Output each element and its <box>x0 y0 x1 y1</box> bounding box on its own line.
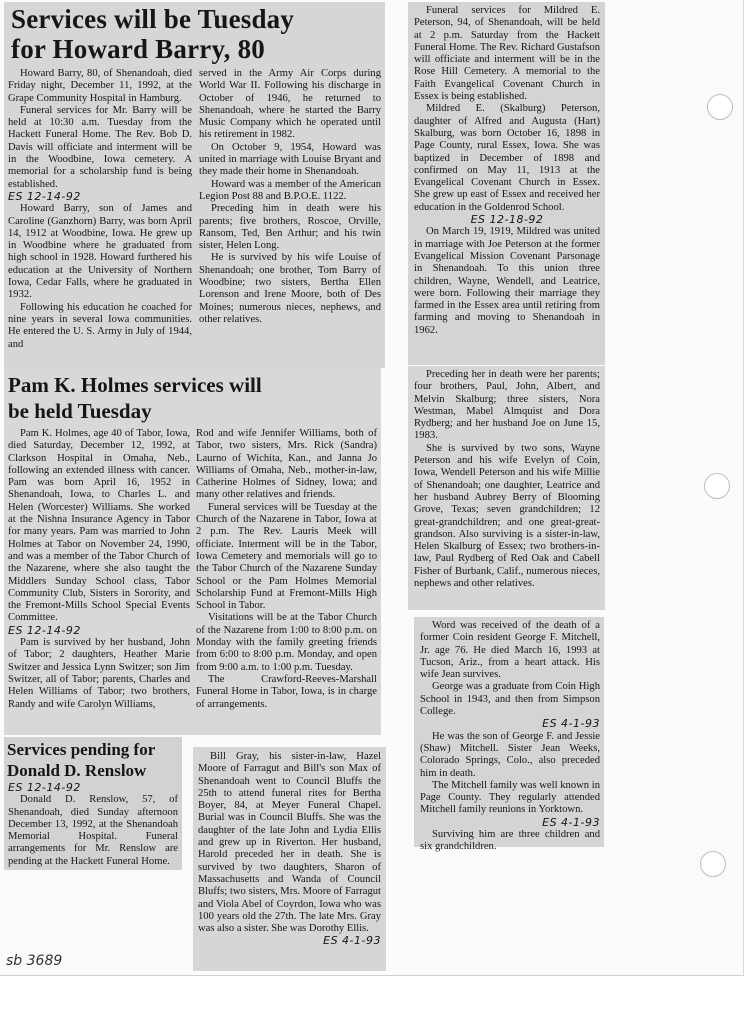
peterson-column-top <box>414 5 600 365</box>
barry-paragraph: Howard Barry, 80, of Shenandoah, died Friday night, December 11, 1992, at the Grape Community Hospital in Hamburg. <box>8 68 192 104</box>
holmes-headline: Pam K. Holmes services will be held Tuesday <box>8 373 262 423</box>
barry-obituary-clipping <box>4 2 385 368</box>
mitchell-date-note: ES 4-1-93 <box>542 815 600 829</box>
barry-paragraph: Howard was a member of the American Legion Post 88 and B.P.O.E. 1122. <box>199 178 381 202</box>
holmes-paragraph: Pam K. Holmes, age 40 of Tabor, Iowa, died Saturday, December 12, 1992, at Clarkson Hospital in Omaha, Neb., following an extended illness with cancer. Pam was born April 16, 1952 in Shenandoah, Iowa, to Charles L. and Helen (Worcester) Williams. She worked at the Nishna Insurance Agency in Tabor for many years. Pam was married to John Holmes at Tabor on November 24, 1990, and was a member of the Tabor Church of the Nazarene, where she also taught the Middlers Sunday School class, Tabor Community Club, Sisters in Sorority, and the Fremont-Mills School Special Events Committee. <box>8 428 190 624</box>
renslow-obituary-clipping <box>4 737 182 870</box>
mitchell-paragraph: He was the son of George F. and Jessie (Shaw) Mitchell. Sister Jean Weeks, Colorado Springs, Colo., also preceded him in death. <box>420 730 600 779</box>
barry-paragraph: On October 9, 1954, Howard was united in marriage with Louise Bryant and they made their home in Shenandoah. <box>199 141 381 178</box>
peterson-date-note: ES 12-18-92 <box>470 213 544 227</box>
barry-date-note: ES 12-14-92 <box>8 189 81 203</box>
renslow-date-note: ES 12-14-92 <box>8 781 81 794</box>
peterson-paragraph: Preceding her in death were her parents; four brothers, Paul, John, Albert, and Melvin Skalburg; three sisters, Nora Westman, Mabel Almquist and Dora Rydberg; and her husband Joe on June 15, 1983. <box>414 369 600 442</box>
barry-headline: Services will be Tuesday for Howard Barry, 80 <box>11 4 295 64</box>
barry-paragraph: Howard Barry, son of James and Caroline (Ganzhorn) Barry, was born April 14, 1912 at Woodbine, Iowa. He grew up in Woodbine where he graduated from high school in 1928. Howard furthered his education at the University of Northern Iowa, Cedar Falls, where he graduated in 1932. <box>8 203 192 301</box>
boyer-paragraph: Bill Gray, his sister-in-law, Hazel Moore of Farragut and Bill's son Max of Shenandoah went to Council Bluffs the 25th to attend funeral rites for Bertha Boyer, 84, at Meyer Funeral Chapel. Burial was in Council Bluffs. She was the daughter of the late John and Lydia Ellis and grew up in Riverton. Her husband, Harold preceded her in death. She is survived by two daughters, Sharon of Massachusetts and Wanda of Council Bluffs; two sisters, Mrs. Moore of Farragut and Viola Abel of Coyrdon, Iowa who was 100 years old the 27th. The late Mrs. Gray was also a sister. She was Dorothy Ellis. <box>198 751 381 935</box>
holmes-date-note: ES 12-14-92 <box>8 623 81 637</box>
mitchell-paragraph: George was a graduate from Coin High School in 1943, and then from Simpson College. <box>420 681 600 718</box>
barry-column-2 <box>199 68 381 368</box>
mitchell-date-note: ES 4-1-93 <box>542 717 600 731</box>
renslow-paragraph: Donald D. Renslow, 57, of Shenandoah, died Sunday afternoon December 13, 1992, at the Shenandoah Memorial Hospital. Funeral arrangements for Mr. Renslow are pending at the Hackett Funeral Home. <box>8 794 178 867</box>
peterson-obituary-clipping-top <box>408 2 605 365</box>
peterson-paragraph: Funeral services for Mildred E. Peterson, 94, of Shenandoah, will be held at 2 p.m. Saturday from the Hackett Funeral Home. The Rev. Richard Gustafson will officiate and interment will be in the Rose Hill Cemetery. A memorial to the Faith Evangelical Covenant Church in Essex is being established. <box>414 5 600 103</box>
binder-hole-bottom <box>700 851 726 877</box>
peterson-column-bottom <box>414 369 600 609</box>
holmes-paragraph: Rod and wife Jennifer Williams, both of Tabor, two sisters, Mrs. Rick (Sandra) Laurno of Wichita, Kan., and Janna Jo Williams of Omaha, Neb., mother-in-law, Catherine Holmes of Sidney, Iowa; and many other relatives and friends. <box>196 428 377 501</box>
holmes-paragraph: Pam is survived by her husband, John of Tabor; 2 daughters, Heather Marie Switzer and Jessica Lynn Switzer; son Jim Switzer, all of Tabor; parents, Charles and Helen Williams of Tabor; two brothers, Randy and wife Carolyn Williams, <box>8 637 190 710</box>
holmes-column-2 <box>196 428 377 733</box>
mitchell-paragraph: Word was received of the death of a former Coin resident George F. Mitchell, Jr. age 76. He died March 16, 1993 at Tucson, Ariz., from a heart attack. His wife Jean survives. <box>420 620 600 681</box>
peterson-paragraph: She is survived by two sons, Wayne Peterson and his wife Evelyn of Coin, Iowa, Wendell Peterson and his wife Millie of Shenandoah; one daughter, Leatrice and her husband Aubrey Berry of Blooming Grove, Texas; seven grandchildren; 12 great-grandchildren; and one great-great-grandson. Also surviving is a sister-in-law, Helen Skalburg of Essex; two brothers-in-law, Paul Rydberg of Red Oak and Cabell Fisher of Burbank, Calif., numerous nieces, nephews and other relatives. <box>414 442 600 590</box>
mitchell-paragraph: The Mitchell family was well known in Page County. They regularly attended Mitchell family reunions in Yorktown. <box>420 779 600 816</box>
mitchell-body <box>420 620 600 853</box>
holmes-paragraph: The Crawford-Reeves-Marshall Funeral Home in Tabor, Iowa, is in charge of arrangements. <box>196 673 377 710</box>
holmes-obituary-clipping <box>4 368 381 735</box>
renslow-headline: Services pending for Donald D. Renslow <box>7 740 155 780</box>
barry-paragraph: Preceding him in death were his parents; five brothers, Roscoe, Orville, Ransom, Ted, Ben Arthur; and his twin sister, Helen Long. <box>199 203 381 252</box>
barry-paragraph: Funeral services for Mr. Barry will be held at 10:30 a.m. Tuesday from the Hackett Funeral Home. The Rev. Bob D. Davis will officiate and interment will be in the Woodbine, Iowa cemetery. A memorial for a scholarship fund is being established. <box>8 104 192 190</box>
renslow-body <box>8 782 178 870</box>
binder-hole-middle <box>704 473 730 499</box>
barry-paragraph: He is survived by his wife Louise of Shenandoah; one brother, Tom Barry of Woodbine; two sisters, Bertha Ellen Lorenson and Irene Moore, both of Des Moines; numerous nieces, nephews, and other relatives. <box>199 252 381 325</box>
peterson-obituary-clipping-bottom <box>408 366 605 610</box>
barry-paragraph: Following his education he coached for nine years in several Iowa communities. He entered the U. S. Army in July of 1944, and <box>8 301 192 350</box>
boyer-date-note: ES 4-1-93 <box>323 934 381 948</box>
barry-paragraph: served in the Army Air Corps during World War II. Following his discharge in October of 1946, he returned to Shenandoah, where he started the Barry Music Company which he operated until his retirement in 1982. <box>199 68 381 141</box>
barry-column-1 <box>8 68 192 368</box>
boyer-body <box>198 751 381 971</box>
peterson-paragraph: On March 19, 1919, Mildred was united in marriage with Joe Peterson at the former Evangelical Mission Covenant Parsonage in Shenandoah. To this union three children, Wayne, Wendell, and Leatrice, were born. Following their marriage they farmed in the Essex area until retiring from farming and moving to Shenandoah in 1962. <box>414 226 600 336</box>
holmes-column-1 <box>8 428 190 733</box>
mitchell-obituary-clipping <box>414 617 604 853</box>
mitchell-paragraph: Surviving him are three children and six grandchildren. <box>420 829 600 853</box>
holmes-paragraph: Visitations will be at the Tabor Church of the Nazarene from 1:00 to 8:00 p.m. on Monday with the family greeting friends from 6:00 to 8:00 p.m. Monday, and open from 9:00 a.m. to 1:00 p.m. Tuesday. <box>196 612 377 673</box>
holmes-paragraph: Funeral services will be Tuesday at the Church of the Nazarene in Tabor, Iowa at 2 p.m. The Rev. Lauris Meek will officiate. Interment will be in the Tabor, Iowa Cemetery and memorials will go to the Tabor Church of the Nazarene Sunday School or the Pam Holmes Memorial Scholarship Fund at Fremont-Mills High School in Tabor. <box>196 501 377 612</box>
boyer-obituary-clipping <box>193 747 386 971</box>
binder-hole-top <box>707 94 733 120</box>
archive-mark: sb 3689 <box>6 953 63 969</box>
peterson-paragraph: Mildred E. (Skalburg) Peterson, daughter of Alfred and Augusta (Hart) Skalburg, was born October 16, 1898 in Page County, rural Essex, Iowa. She was baptized in December of 1898 and confirmed on May 11, 1913 at the Evangelical Covenant Church in Essex. She grew up east of Essex and received her education in the Goldenrod School. <box>414 103 600 213</box>
